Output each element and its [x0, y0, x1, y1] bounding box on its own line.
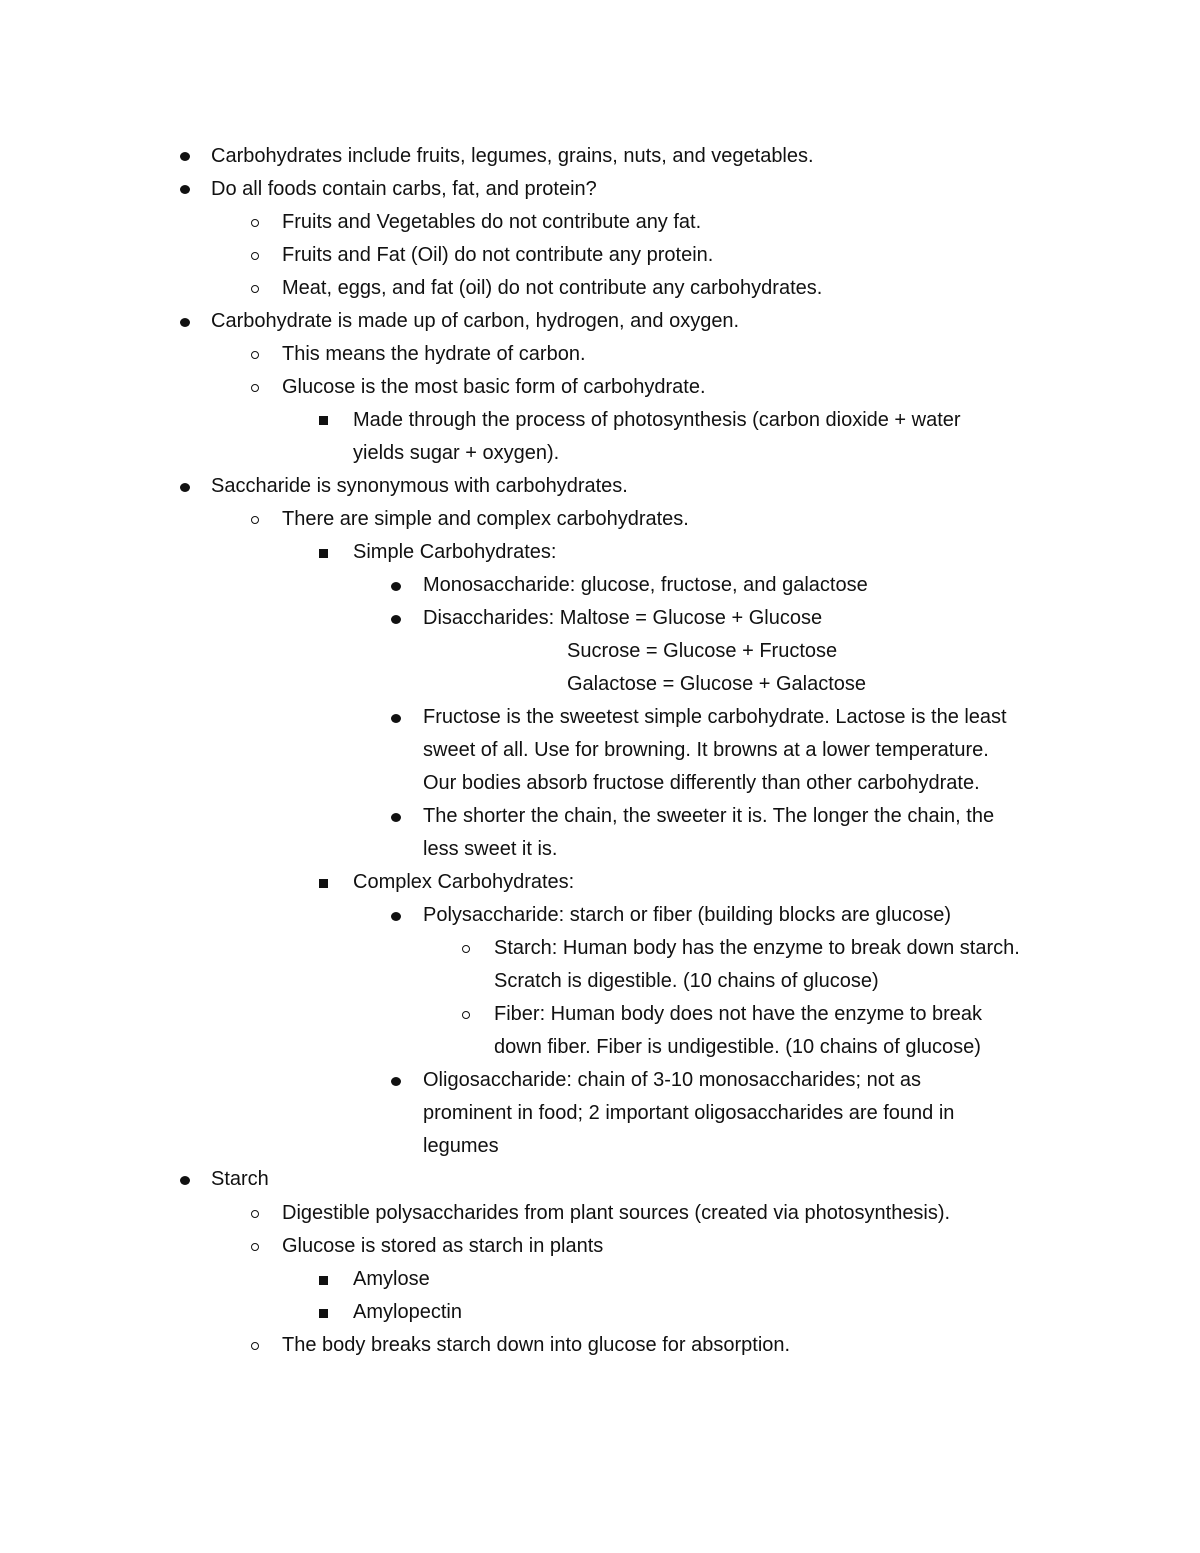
list-item-text: Carbohydrate is made up of carbon, hydrogen, and oxygen.	[211, 310, 740, 332]
list-item-text: Polysaccharide: starch or fiber (building blocks are glucose)	[423, 904, 952, 926]
bullet-square	[319, 1276, 328, 1285]
list-item-text: The body breaks starch down into glucose for absorption.	[282, 1334, 791, 1356]
list-item-text: Scratch is digestible. (10 chains of glucose)	[494, 970, 879, 992]
bullet-disc	[391, 615, 401, 624]
bullet-disc	[180, 1176, 190, 1185]
list-item-text: less sweet it is.	[423, 838, 558, 860]
list-item-text: This means the hydrate of carbon.	[282, 343, 586, 365]
list-item-text: Galactose = Glucose + Galactose	[567, 673, 867, 695]
list-item-text: sweet of all. Use for browning. It browns at a lower temperature.	[423, 739, 989, 761]
list-item-text: Starch: Human body has the enzyme to break down starch.	[494, 937, 1020, 959]
list-item-text: Fructose is the sweetest simple carbohydrate. Lactose is the least	[423, 706, 1007, 728]
bullet-disc	[180, 318, 190, 327]
bullet-disc	[180, 152, 190, 161]
bullet-circle	[462, 945, 470, 953]
list-item-text: Monosaccharide: glucose, fructose, and galactose	[423, 574, 868, 596]
list-item-text: Glucose is the most basic form of carbohydrate.	[282, 376, 706, 398]
bullet-disc	[391, 582, 401, 591]
list-item-text: There are simple and complex carbohydrates.	[282, 508, 689, 530]
bullet-square	[319, 416, 328, 425]
list-item-text: Amylose	[353, 1268, 430, 1290]
bullet-circle	[251, 219, 259, 227]
list-item-text: Do all foods contain carbs, fat, and protein?	[211, 178, 597, 200]
list-item-text: Saccharide is synonymous with carbohydrates.	[211, 475, 628, 497]
list-item-text: yields sugar + oxygen).	[353, 442, 560, 464]
bullet-square	[319, 1309, 328, 1318]
bullet-circle	[251, 252, 259, 260]
list-item-text: down fiber. Fiber is undigestible. (10 chains of glucose)	[494, 1036, 981, 1058]
list-item-text: legumes	[423, 1135, 499, 1157]
list-item-text: Simple Carbohydrates:	[353, 541, 557, 563]
bullet-circle	[251, 516, 259, 524]
bullet-disc	[391, 813, 401, 822]
bullet-circle	[251, 285, 259, 293]
list-item-text: Complex Carbohydrates:	[353, 871, 575, 893]
bullet-square	[319, 549, 328, 558]
list-item-text: Oligosaccharide: chain of 3-10 monosaccharides; not as	[423, 1069, 922, 1091]
list-item-text: prominent in food; 2 important oligosaccharides are found in	[423, 1102, 955, 1124]
list-item-text: Sucrose = Glucose + Fructose	[567, 640, 838, 662]
list-item-text: Our bodies absorb fructose differently than other carbohydrate.	[423, 772, 980, 794]
bullet-circle	[251, 1210, 259, 1218]
bullet-circle	[251, 1342, 259, 1350]
list-item-text: Amylopectin	[353, 1301, 462, 1323]
bullet-disc	[391, 912, 401, 921]
list-item-text: Carbohydrates include fruits, legumes, grains, nuts, and vegetables.	[211, 145, 814, 167]
list-item-text: Fruits and Vegetables do not contribute any fat.	[282, 211, 702, 233]
bullet-circle	[251, 1243, 259, 1251]
bullet-circle	[462, 1011, 470, 1019]
list-item-text: Made through the process of photosynthesis (carbon dioxide + water	[353, 409, 961, 431]
bullet-circle	[251, 384, 259, 392]
bullet-square	[319, 879, 328, 888]
list-item-text: Glucose is stored as starch in plants	[282, 1235, 604, 1257]
list-item-text: Starch	[211, 1168, 269, 1190]
list-item-text: The shorter the chain, the sweeter it is. The longer the chain, the	[423, 805, 995, 827]
bullet-circle	[251, 351, 259, 359]
bullet-disc	[391, 714, 401, 723]
bullet-disc	[391, 1077, 401, 1086]
bullet-disc	[180, 185, 190, 194]
list-item-text: Fiber: Human body does not have the enzyme to break	[494, 1003, 983, 1025]
list-item-text: Fruits and Fat (Oil) do not contribute any protein.	[282, 244, 714, 266]
list-item-text: Meat, eggs, and fat (oil) do not contribute any carbohydrates.	[282, 277, 823, 299]
list-item-text: Digestible polysaccharides from plant sources (created via photosynthesis).	[282, 1202, 951, 1224]
bullet-disc	[180, 483, 190, 492]
list-item-text: Disaccharides: Maltose = Glucose + Glucose	[423, 607, 823, 629]
